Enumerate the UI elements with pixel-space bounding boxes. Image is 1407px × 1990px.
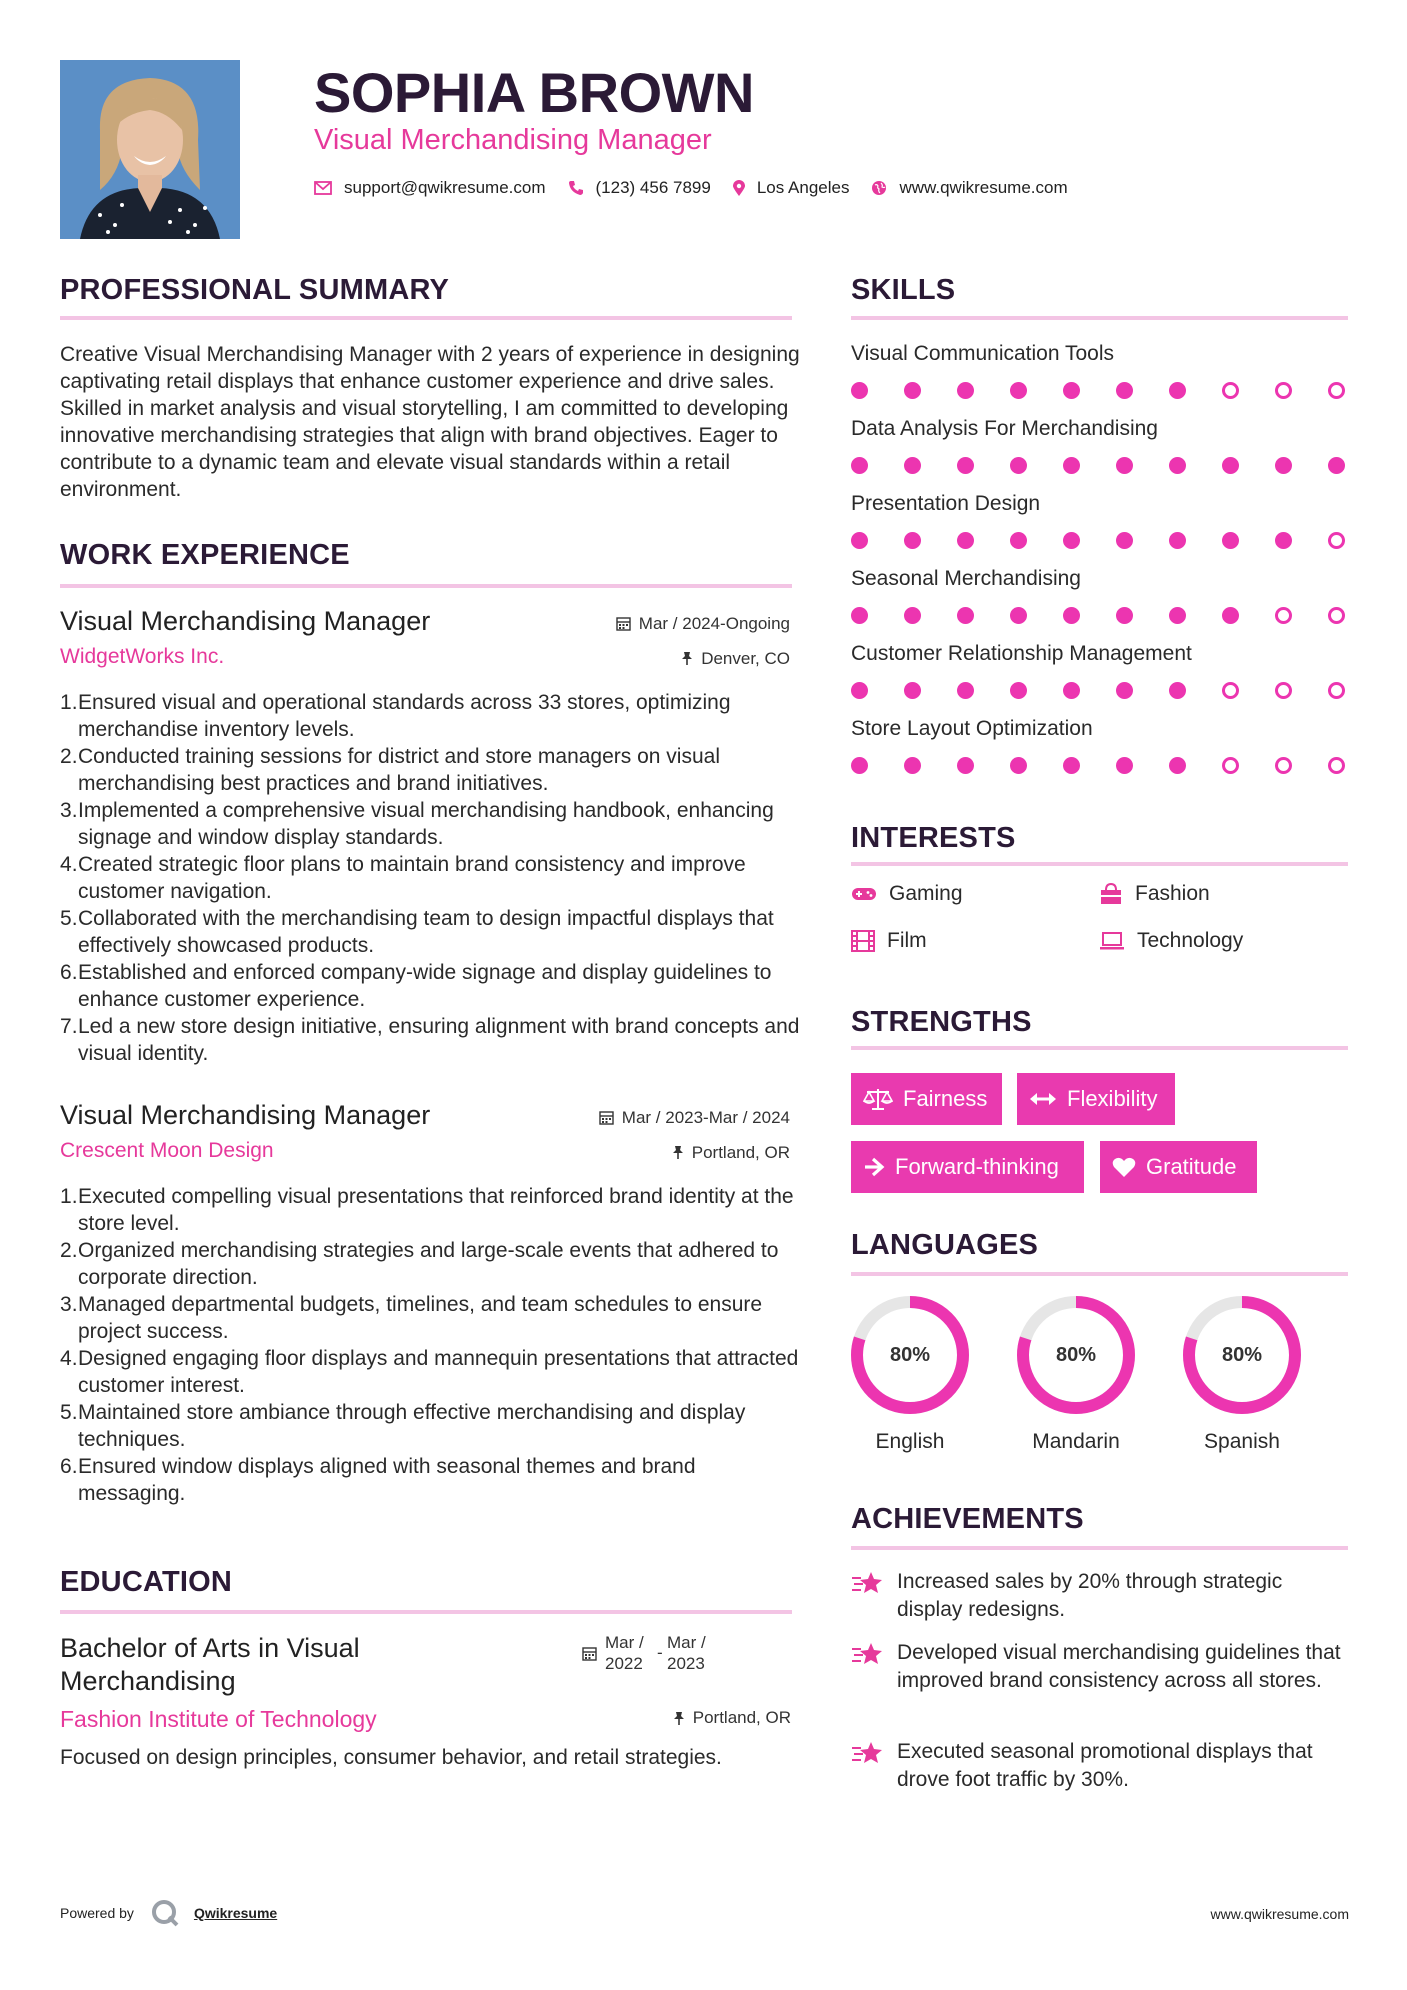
achievement-text: Increased sales by 20% through strategic display redesigns. <box>897 1570 1283 1621</box>
rating-dot-filled <box>1116 382 1133 399</box>
rating-dot-filled <box>904 607 921 624</box>
gamepad-icon <box>851 886 877 902</box>
rating-dot-filled <box>1328 457 1345 474</box>
rating-dot-filled <box>1275 532 1292 549</box>
rating-dot-filled <box>957 532 974 549</box>
education-heading: EDUCATION <box>60 1566 233 1598</box>
rating-dot-filled <box>904 757 921 774</box>
skill-item <box>851 417 1351 474</box>
language-ring <box>1181 1294 1303 1416</box>
rating-dot-filled <box>1116 532 1133 549</box>
strength-tag-fairness <box>851 1073 1002 1125</box>
job-entry-2 <box>60 1100 790 1163</box>
contact-bar <box>314 178 1090 198</box>
bullet-item: Designed engaging floor displays and mannequin presentations that attracted customer interest. <box>78 1347 799 1397</box>
interest-label: Technology <box>1137 929 1244 952</box>
achievements-divider <box>851 1546 1348 1550</box>
strength-tag-forward-thinking <box>851 1141 1084 1193</box>
skill-rating <box>851 457 1351 474</box>
interests-divider <box>851 862 1348 866</box>
rating-dot-filled <box>1116 607 1133 624</box>
globe-icon <box>871 180 887 196</box>
rating-dot-empty <box>1328 757 1345 774</box>
skill-rating <box>851 607 1351 624</box>
rating-dot-empty <box>1222 757 1239 774</box>
pushpin-icon <box>672 1145 684 1160</box>
interest-label: Film <box>887 929 927 952</box>
contact-location-text: Los Angeles <box>756 178 850 197</box>
rating-dot-filled <box>1063 607 1080 624</box>
job-location <box>599 1135 790 1170</box>
rating-dot-filled <box>1275 457 1292 474</box>
job-date <box>599 1100 790 1135</box>
skill-rating <box>851 682 1351 699</box>
skill-name: Store Layout Optimization <box>851 717 1093 740</box>
rating-dot-filled <box>851 607 868 624</box>
bullet-item: Established and enforced company-wide signage and display guidelines to enhance customer experience. <box>78 961 772 1011</box>
phone-icon <box>568 180 584 196</box>
contact-phone-text: (123) 456 7899 <box>595 178 711 197</box>
job-1-bullets <box>60 689 800 1067</box>
rating-dot-filled <box>1010 457 1027 474</box>
achievements-heading: ACHIEVEMENTS <box>851 1503 1084 1535</box>
job-meta <box>616 606 790 676</box>
skills-divider <box>851 316 1348 320</box>
edu-start-month: Mar / <box>605 1633 644 1652</box>
bullet-item: Conducted training sessions for district and store managers on visual merchandising best practices and brand initiatives. <box>78 745 720 795</box>
contact-email[interactable] <box>314 178 546 198</box>
skill-name: Presentation Design <box>851 492 1041 515</box>
rating-dot-filled <box>1063 532 1080 549</box>
edu-end <box>667 1632 706 1674</box>
edu-start <box>605 1632 657 1674</box>
contact-website-text: www.qwikresume.com <box>899 178 1068 197</box>
job-company: Crescent Moon Design <box>60 1139 274 1162</box>
calendar-icon <box>582 1646 597 1661</box>
achievement-text: Developed visual merchandising guidelines that improved brand consistency across all stores. <box>897 1641 1341 1692</box>
candidate-name: SOPHIA BROWN <box>314 61 754 124</box>
rating-dot-filled <box>851 757 868 774</box>
language-item-english <box>845 1294 975 1454</box>
rating-dot-filled <box>1010 607 1027 624</box>
rating-dot-filled <box>1169 607 1186 624</box>
bullet-item: Organized merchandising strategies and large-scale events that adhered to corporate direction. <box>78 1239 779 1289</box>
pushpin-icon <box>681 651 693 666</box>
rating-dot-filled <box>1010 382 1027 399</box>
rating-dot-filled <box>1222 607 1239 624</box>
language-name: English <box>875 1430 945 1453</box>
achievement-item <box>851 1568 1351 1624</box>
rating-dot-empty <box>1328 382 1345 399</box>
rating-dot-filled <box>851 457 868 474</box>
strength-label: Gratitude <box>1146 1154 1237 1179</box>
candidate-title: Visual Merchandising Manager <box>314 124 712 156</box>
education-school: Fashion Institute of Technology <box>60 1706 377 1732</box>
rating-dot-empty <box>1275 757 1292 774</box>
strength-label: Forward-thinking <box>895 1154 1059 1179</box>
balance-scale-icon <box>863 1087 893 1111</box>
skill-item <box>851 642 1351 699</box>
rating-dot-filled <box>851 682 868 699</box>
envelope-icon <box>314 181 332 195</box>
rating-dot-filled <box>1063 757 1080 774</box>
rating-dot-filled <box>957 757 974 774</box>
skill-name: Seasonal Merchandising <box>851 567 1081 590</box>
map-pin-icon <box>733 180 745 197</box>
heart-icon <box>1112 1156 1136 1178</box>
strength-label: Fairness <box>903 1086 988 1111</box>
languages-heading: LANGUAGES <box>851 1229 1039 1261</box>
rating-dot-empty <box>1328 682 1345 699</box>
rating-dot-filled <box>957 682 974 699</box>
summary-divider <box>60 316 792 320</box>
rating-dot-filled <box>904 682 921 699</box>
summary-heading: PROFESSIONAL SUMMARY <box>60 274 450 306</box>
rating-dot-empty <box>1222 382 1239 399</box>
language-percent: 80% <box>889 1343 931 1366</box>
language-percent: 80% <box>1055 1343 1097 1366</box>
skill-rating <box>851 532 1351 549</box>
rating-dot-filled <box>1116 682 1133 699</box>
experience-divider <box>60 584 792 588</box>
strengths-divider <box>851 1046 1348 1050</box>
rating-dot-filled <box>1010 757 1027 774</box>
bullet-item: Implemented a comprehensive visual merchandising handbook, enhancing signage and window display standards. <box>78 799 774 849</box>
shooting-star-icon <box>851 1641 883 1667</box>
edu-start-year: 2022 <box>605 1654 643 1673</box>
bullet-item: Created strategic floor plans to maintain brand consistency and improve customer navigation. <box>78 853 746 903</box>
interest-item-gaming <box>851 882 963 906</box>
rating-dot-empty <box>1222 682 1239 699</box>
achievement-item <box>851 1639 1351 1695</box>
contact-email-text: support@qwikresume.com <box>344 178 546 197</box>
rating-dot-empty <box>1275 682 1292 699</box>
profile-photo <box>60 60 240 239</box>
interest-label: Gaming <box>889 882 963 905</box>
job-date <box>616 606 790 641</box>
rating-dot-filled <box>904 382 921 399</box>
degree-line: Bachelor of Arts in Visual <box>60 1633 360 1663</box>
bullet-item: Maintained store ambiance through effective merchandising and display techniques. <box>78 1401 746 1451</box>
rating-dot-filled <box>904 457 921 474</box>
qwikresume-link[interactable]: Qwikresume <box>193 1905 278 1921</box>
rating-dot-filled <box>1116 457 1133 474</box>
summary-text: Creative Visual Merchandising Manager with 2 years of experience in designing captivating retail displays that enhance customer experience and drive sales. Skilled in market analysis and visual storytelling, I am committed to developing innovative merchandising strategies that align with brand objectives. Eager to contribute to a dynamic team and elevate visual standards within a retail environment. <box>60 343 800 501</box>
bullet-item: Executed compelling visual presentations that reinforced brand identity at the store level. <box>78 1185 794 1235</box>
education-divider <box>60 1610 792 1614</box>
edu-end-year: 2023 <box>667 1654 705 1673</box>
language-item-mandarin <box>1011 1294 1141 1454</box>
rating-dot-filled <box>957 382 974 399</box>
bullet-item: Ensured window displays aligned with seasonal themes and brand messaging. <box>78 1455 696 1505</box>
shooting-star-icon <box>851 1740 883 1766</box>
calendar-icon <box>616 616 631 631</box>
bullet-item: Managed departmental budgets, timelines, and team schedules to ensure project success. <box>78 1293 763 1343</box>
interest-item-fashion <box>1099 882 1210 906</box>
skill-name: Data Analysis For Merchandising <box>851 417 1158 440</box>
skill-name: Visual Communication Tools <box>851 342 1115 365</box>
job-meta <box>599 1100 790 1170</box>
rating-dot-empty <box>1275 607 1292 624</box>
job-2-bullets <box>60 1183 800 1507</box>
language-percent: 80% <box>1221 1343 1263 1366</box>
education-date <box>582 1632 706 1674</box>
job-title: Visual Merchandising Manager <box>60 1100 431 1130</box>
bullet-item: Ensured visual and operational standards across 33 stores, optimizing merchandise inventory levels. <box>78 691 731 741</box>
powered-by-label: Powered by <box>60 1905 134 1921</box>
edu-end-month: Mar / <box>667 1633 706 1652</box>
skill-item <box>851 717 1351 774</box>
rating-dot-filled <box>904 532 921 549</box>
skills-heading: SKILLS <box>851 274 956 306</box>
interest-item-film <box>851 929 927 953</box>
skill-rating <box>851 757 1351 774</box>
qwikresume-logo-icon <box>150 1898 180 1928</box>
job-entry-1 <box>60 606 790 669</box>
achievement-item <box>851 1738 1351 1794</box>
job-location <box>616 641 790 676</box>
job-company: WidgetWorks Inc. <box>60 645 225 668</box>
rating-dot-filled <box>1116 757 1133 774</box>
rating-dot-empty <box>1328 532 1345 549</box>
rating-dot-filled <box>1063 382 1080 399</box>
rating-dot-filled <box>1169 682 1186 699</box>
skill-item <box>851 567 1351 624</box>
skill-rating <box>851 382 1351 399</box>
contact-website[interactable] <box>871 178 1067 198</box>
education-location <box>673 1708 791 1728</box>
arrow-right-icon <box>863 1157 885 1177</box>
degree-line: Merchandising <box>60 1666 236 1696</box>
shooting-star-icon <box>851 1570 883 1596</box>
film-icon <box>851 930 875 952</box>
job-location-text: Portland, OR <box>691 1143 790 1162</box>
job-date-text: Mar / 2023-Mar / 2024 <box>621 1108 790 1127</box>
strength-label: Flexibility <box>1067 1086 1158 1111</box>
language-item-spanish <box>1177 1294 1307 1454</box>
education-location-text: Portland, OR <box>692 1708 791 1727</box>
strengths-heading: STRENGTHS <box>851 1006 1032 1038</box>
rating-dot-filled <box>851 532 868 549</box>
skill-item <box>851 342 1351 399</box>
bullet-item: Led a new store design initiative, ensuring alignment with brand concepts and visual identity. <box>78 1015 800 1065</box>
contact-location <box>733 178 850 198</box>
rating-dot-filled <box>957 607 974 624</box>
strength-tag-gratitude <box>1100 1141 1257 1193</box>
rating-dot-filled <box>1010 682 1027 699</box>
bullet-item: Collaborated with the merchandising team to design impactful displays that effectively showcased products. <box>78 907 774 957</box>
rating-dot-filled <box>851 382 868 399</box>
rating-dot-filled <box>1063 457 1080 474</box>
rating-dot-filled <box>1169 382 1186 399</box>
pushpin-icon <box>673 1711 685 1726</box>
job-title: Visual Merchandising Manager <box>60 606 431 636</box>
language-name: Spanish <box>1204 1430 1280 1453</box>
job-location-text: Denver, CO <box>701 649 790 668</box>
strength-tag-flexibility <box>1017 1073 1175 1125</box>
rating-dot-filled <box>1010 532 1027 549</box>
shopping-bag-icon <box>1099 883 1123 905</box>
language-ring <box>849 1294 971 1416</box>
rating-dot-empty <box>1275 382 1292 399</box>
rating-dot-filled <box>1063 682 1080 699</box>
education-degree <box>60 1632 360 1698</box>
footer-powered-by <box>60 1898 277 1928</box>
contact-phone[interactable] <box>568 178 711 198</box>
skill-item <box>851 492 1351 549</box>
rating-dot-empty <box>1328 607 1345 624</box>
rating-dot-filled <box>1222 457 1239 474</box>
interest-label: Fashion <box>1135 882 1210 905</box>
languages-divider <box>851 1272 1348 1276</box>
arrows-horizontal-icon <box>1029 1091 1057 1107</box>
footer-url[interactable]: www.qwikresume.com <box>1210 1906 1349 1922</box>
rating-dot-filled <box>1169 532 1186 549</box>
language-ring <box>1015 1294 1137 1416</box>
interest-item-technology <box>1099 929 1243 953</box>
edu-date-dash: - <box>657 1643 663 1662</box>
rating-dot-filled <box>1169 457 1186 474</box>
interests-heading: INTERESTS <box>851 822 1016 854</box>
job-date-text: Mar / 2024-Ongoing <box>638 614 790 633</box>
rating-dot-filled <box>1222 532 1239 549</box>
rating-dot-filled <box>957 457 974 474</box>
language-name: Mandarin <box>1032 1430 1120 1453</box>
education-description: Focused on design principles, consumer behavior, and retail strategies. <box>60 1746 722 1769</box>
portrait-image <box>60 60 240 239</box>
rating-dot-filled <box>1169 757 1186 774</box>
laptop-icon <box>1099 931 1125 951</box>
calendar-icon <box>599 1110 614 1125</box>
achievement-text: Executed seasonal promotional displays that drove foot traffic by 30%. <box>897 1740 1313 1791</box>
skill-name: Customer Relationship Management <box>851 642 1192 665</box>
experience-heading: WORK EXPERIENCE <box>60 539 350 571</box>
